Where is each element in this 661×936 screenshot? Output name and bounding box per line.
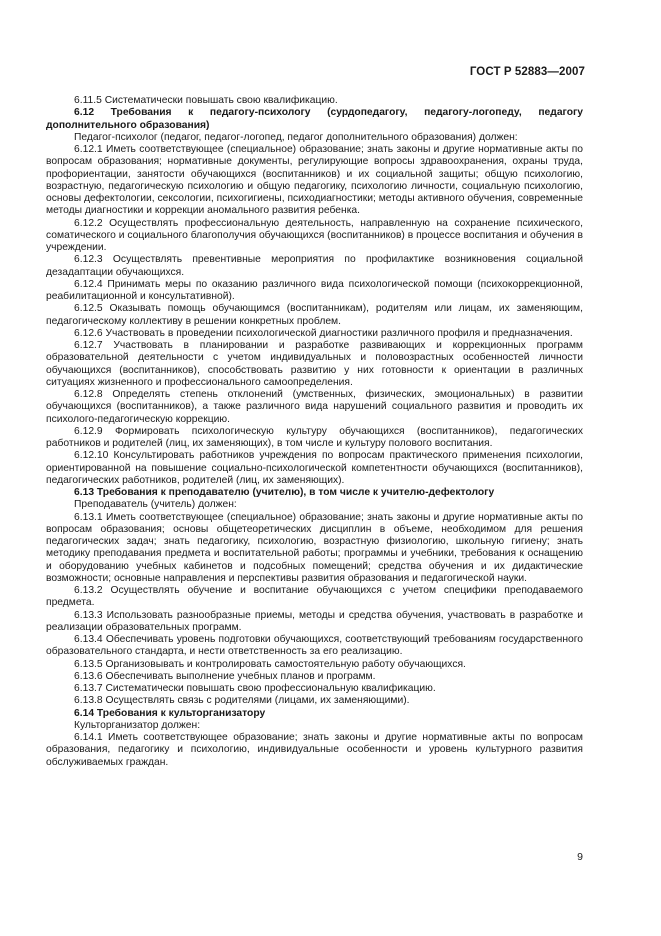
paragraph: 6.14.1 Иметь соответствующее образование; знать законы и другие нормативные акты по вопросам образования, педагогику и психологию, индивидуальные особенности и уровень культурного развития обслуживаемых граждан. <box>46 732 583 768</box>
paragraph: 6.11.5 Систематически повышать свою квалификацию. <box>74 95 338 106</box>
paragraph: 6.13.2 Осуществлять обучение и воспитание обучающихся с учетом специфики преподаваемого предмета. <box>46 585 583 609</box>
section-heading: 6.12 Требования к педагогу-психологу (сурдопедагогу, педагогу-логопеду, педагогу дополнительного образования) <box>46 107 583 131</box>
paragraph: 6.13.6 Обеспечивать выполнение учебных планов и программ. <box>74 670 376 682</box>
section-heading: 6.13 Требования к преподавателю (учителю), в том числе к учителю-дефектологу <box>74 487 495 498</box>
paragraph: 6.13.5 Организовывать и контролировать самостоятельную работу обучающихся. <box>74 658 466 670</box>
paragraph: 6.12.3 Осуществлять превентивные мероприятия по профилактике возникновения социальной дезадаптации обучающихся. <box>46 254 583 278</box>
paragraph: 6.12.6 Участвовать в проведении психологической диагностики различного профиля и предназначения. <box>74 327 573 339</box>
document-body <box>46 95 583 769</box>
paragraph: 6.13.4 Обеспечивать уровень подготовки обучающихся, соответствующий требованиям государственного образовательного стандарта, и нести ответственность за его реализацию. <box>46 634 583 658</box>
paragraph: 6.13.1 Иметь соответствующее (специальное) образование; знать законы и другие нормативные акты по вопросам образования; основы общетеоретических дисциплин в объеме, необходимом для решения педагогических задач; знать педагогику, психологию, возрастную физиологию, школьную гигиену; знать методику преподавания предмета и воспитательной работы; программы и учебники, требования к оснащению и оборудованию учебных кабинетов и подсобных помещений; средства обучения и их дидактические возможности; основные направления и перспективы развития образования и педагогической науки. <box>46 511 583 584</box>
paragraph: 6.12.4 Принимать меры по оказанию различного вида психологической помощи (психокоррекционной, реабилитационной и консультативной). <box>46 278 583 302</box>
paragraph: 6.12.8 Определять степень отклонений (умственных, физических, эмоциональных) в развитии обучающихся (воспитанников), а также различного вида нарушений социального развития и проводить их психолого-педагогическую коррекцию. <box>46 389 583 425</box>
paragraph: 6.12.5 Оказывать помощь обучающимся (воспитанникам), родителям или лицам, их заменяющим, педагогическому коллективу в решении конкретных проблем. <box>46 303 583 327</box>
paragraph: Педагог-психолог (педагог, педагог-логопед, педагог дополнительного образования) должен: <box>74 131 518 143</box>
paragraph: 6.12.9 Формировать психологическую культуру обучающихся (воспитанников), педагогических работников и родителей (лиц, их заменяющих), в том числе и культуру полового воспитания. <box>46 425 583 449</box>
paragraph: Преподаватель (учитель) должен: <box>74 499 237 511</box>
paragraph: 6.12.1 Иметь соответствующее (специальное) образование; знать законы и другие нормативные акты по вопросам образования; нормативные документы, регулирующие вопросы здравоохранения, охраны труда, профориентации, занятости обучающихся (воспитанников) и их социальной защиты; общую психологию, возрастную, педагогическую психологию и общую педагогику, психологию личности, социальную психологию, основы дефектологии, сексологии, психогигиены, психодиагностики; методы активного обучения, современные методы диагностики и коррекции аномального развития ребенка. <box>46 144 583 217</box>
paragraph: 6.13.7 Систематически повышать свою профессиональную квалификацию. <box>74 683 436 694</box>
paragraph: 6.12.10 Консультировать работников учреждения по вопросам практического применения психологии, ориентированной на повышение социально-психологической компетентности обучающихся (воспитанников), педагогических работников, родителей (лиц, их заменяющих). <box>46 450 583 486</box>
paragraph: Культорганизатор должен: <box>74 719 201 731</box>
paragraph: 6.12.2 Осуществлять профессиональную деятельность, направленную на сохранение психического, соматического и социального благополучия обучающихся (воспитанников) в процессе воспитания и обучения в учреждении. <box>46 217 583 253</box>
paragraph: 6.13.8 Осуществлять связь с родителями (лицами, их заменяющими). <box>74 695 410 707</box>
section-heading: 6.14 Требования к культорганизатору <box>74 707 266 719</box>
paragraph: 6.13.3 Использовать разнообразные приемы, методы и средства обучения, участвовать в разработке и реализации образовательных программ. <box>46 609 583 633</box>
document-code: ГОСТ Р 52883—2007 <box>469 66 585 78</box>
paragraph: 6.12.7 Участвовать в планировании и разработке развивающих и коррекционных программ образовательной деятельности с учетом индивидуальных и половозрастных особенностей личности обучающихся (воспитанников), способствовать развитию у них готовности к ориентации в различных ситуациях жизненного и профессионального самоопределения. <box>46 340 583 388</box>
page-number: 9 <box>577 851 583 863</box>
